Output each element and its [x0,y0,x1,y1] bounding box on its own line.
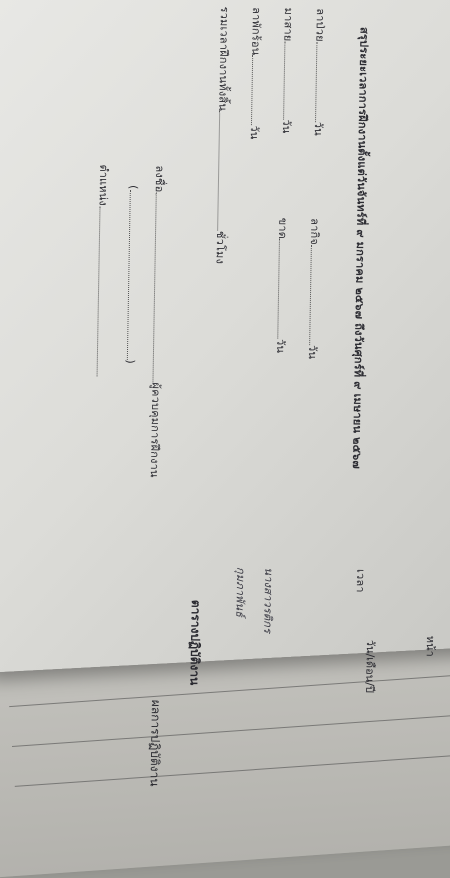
row2-left [278,8,298,134]
edge-date-fragment: เวลา [353,568,368,593]
document-content [0,3,420,730]
row3-left [246,7,266,140]
absent-unit: วัน [273,338,288,354]
row4-total [212,6,234,264]
late-label: มาสาย [281,7,296,42]
handwritten-month: กุมภาพันธ์ [233,566,248,618]
supervisor-role: ผู้ควบคุมการฝึกงาน [147,382,163,478]
dotted-line [217,111,230,231]
personal-leave-unit: วัน [305,344,320,360]
bottom-fragment: วัน/เดือน/ปี [363,639,378,694]
total-hours-unit: ชั่วโมง [213,230,228,265]
bottom-line: ผลการปฏิบัติงาน [147,699,164,787]
page-fragment: หน้า [423,635,438,657]
dotted-line [309,245,322,345]
sick-leave-unit: วัน [311,121,326,136]
personal-leave-label: ลากิจ [307,218,322,246]
close-paren: ) [123,359,137,365]
total-hours-label: รวมเวลาฝึกงานทั้งสิ้น [216,6,232,112]
open-paren: ( [126,184,140,190]
row2-right [272,217,292,353]
dotted-line [277,239,290,339]
dotted-line [97,206,111,376]
ruled-line [15,754,450,787]
dotted-line [127,189,141,359]
absent-label: ขาด [275,217,290,240]
vacation-label: ลาพักร้อน [249,7,264,56]
row1-left [310,8,330,136]
sign-label: ลงชื่อ [152,165,167,193]
signature-line [146,165,169,478]
vacation-unit: วัน [247,125,261,140]
position-line [92,164,114,376]
sick-leave-label: ลาป่วย [313,8,328,42]
dotted-line [315,42,327,122]
dotted-line [251,55,263,125]
summary-heading: สรุประยะเวลาการฝึกงานตั้งแต่วันจันทร์ที่ ๙ มกราคม ๒๕๖๗ ถึงวันศุกร์ที่ ๙ เมษายน ๒๕๖๗ [349,26,371,469]
handwritten-name: นางสาวรติกร [261,567,276,634]
dotted-line [152,192,166,382]
row1-right [304,218,324,359]
name-parenthesis-line [124,185,141,364]
bottom-heading: ตารางปฏิบัติงาน [187,599,204,686]
dotted-line [283,41,295,119]
position-label: ตำแหน่ง [96,164,111,207]
late-unit: วัน [279,119,294,134]
